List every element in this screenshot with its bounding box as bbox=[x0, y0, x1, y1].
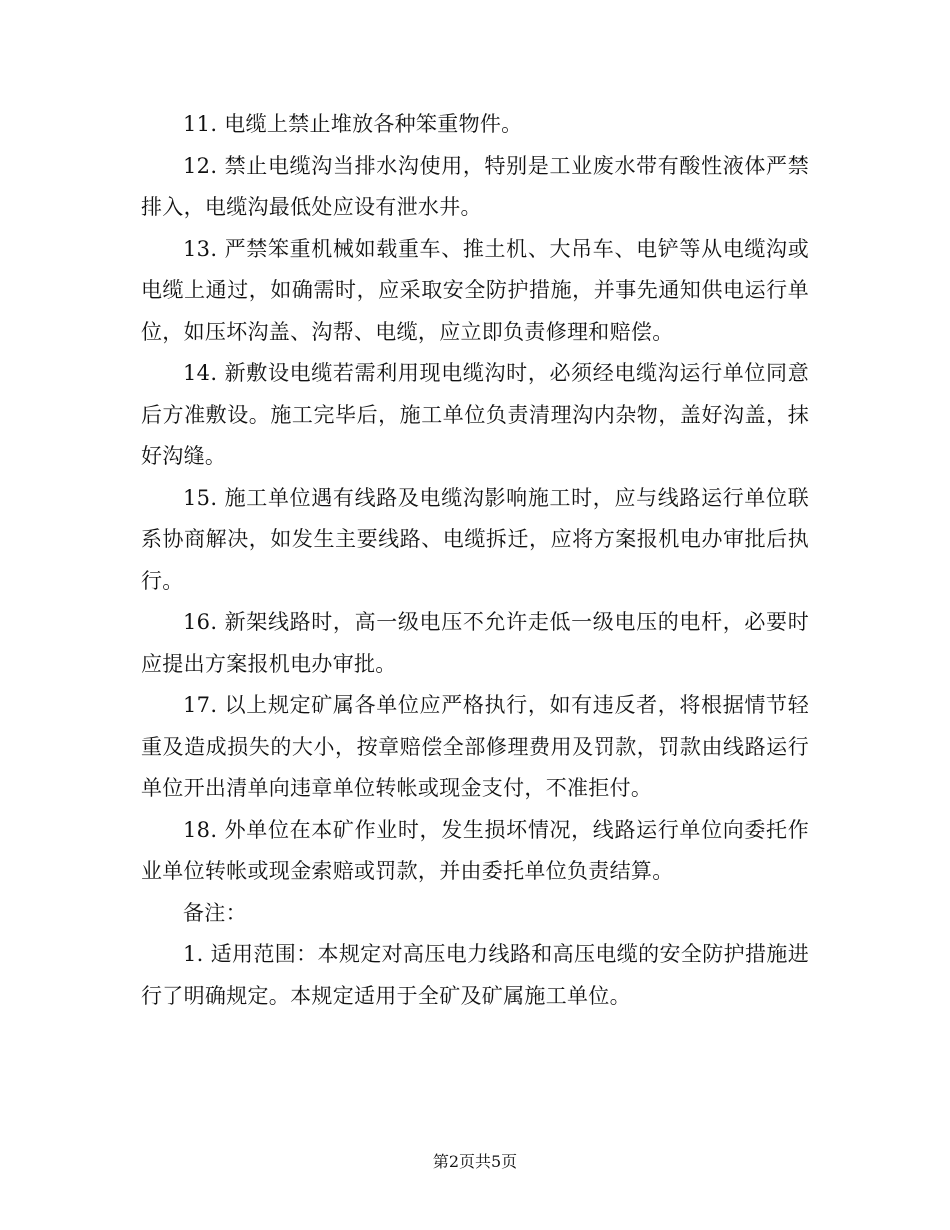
paragraph-item-15: 15. 施工单位遇有线路及电缆沟影响施工时，应与线路运行单位联系协商解决，如发生主要线路、电缆拆迁，应将方案报机电办审批后执行。 bbox=[141, 485, 809, 593]
paragraph-item-14: 14. 新敷设电缆若需利用现电缆沟时，必须经电缆沟运行单位同意后方准敷设。施工完毕后，施工单位负责清理沟内杂物，盖好沟盖，抹好沟缝。 bbox=[141, 361, 809, 468]
paragraph-item-16: 16. 新架线路时，高一级电压不允许走低一级电压的电杆，必要时应提出方案报机电办审批。 bbox=[141, 610, 809, 676]
paragraph-item-12: 12. 禁止电缆沟当排水沟使用，特别是工业废水带有酸性液体严禁排入，电缆沟最低处应设有泄水井。 bbox=[141, 153, 809, 219]
paragraph-item-13: 13. 严禁笨重机械如载重车、推土机、大吊车、电铲等从电缆沟或电缆上通过，如确需时，应采取安全防护措施，并事先通知供电运行单位，如压坏沟盖、沟帮、电缆，应立即负责修理和赔偿。 bbox=[141, 236, 809, 344]
paragraph-item-18: 18. 外单位在本矿作业时，发生损坏情况，线路运行单位向委托作业单位转帐或现金索赔或罚款，并由委托单位负责结算。 bbox=[141, 817, 809, 883]
paragraph-item-17: 17. 以上规定矿属各单位应严格执行，如有违反者，将根据情节轻重及造成损失的大小，按章赔偿全部修理费用及罚款，罚款由线路运行单位开出清单向违章单位转帐或现金支付，不准拒付。 bbox=[141, 693, 809, 800]
paragraph-item-11: 11. 电缆上禁止堆放各种笨重物件。 bbox=[183, 112, 523, 136]
document-body bbox=[141, 104, 809, 1017]
remark-item-1: 1. 适用范围：本规定对高压电力线路和高压电缆的安全防护措施进行了明确规定。本规定适用于全矿及矿属施工单位。 bbox=[141, 942, 809, 1008]
remarks-heading: 备注： bbox=[183, 900, 247, 925]
page-number-footer: 第2页共5页 bbox=[432, 1152, 518, 1171]
